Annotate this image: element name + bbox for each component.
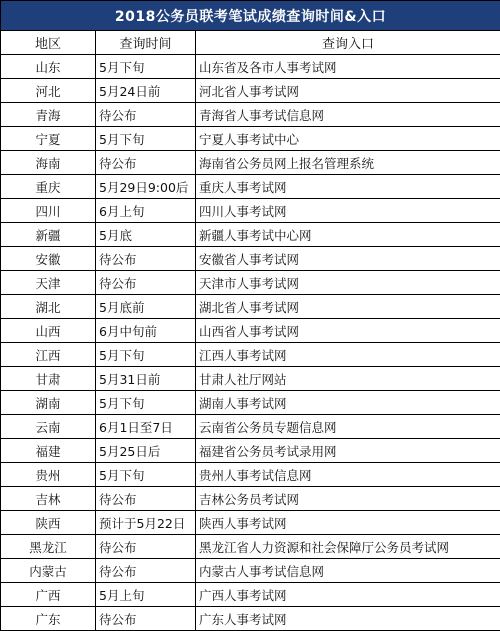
region-cell: 贵州 — [1, 463, 96, 487]
time-cell: 5月31日前 — [96, 367, 196, 391]
table-row — [1, 127, 500, 151]
time-cell: 5月底前 — [96, 295, 196, 319]
table-row — [1, 487, 500, 511]
time-cell: 5月下旬 — [96, 55, 196, 79]
time-cell: 待公布 — [96, 103, 196, 127]
table-row — [1, 367, 500, 391]
region-cell: 甘肃 — [1, 367, 96, 391]
region-cell: 广西 — [1, 583, 96, 607]
entry-cell: 海南省公务员网上报名管理系统 — [196, 151, 500, 175]
entry-cell: 安徽省人事考试网 — [196, 247, 500, 271]
table-row — [1, 151, 500, 175]
time-cell: 5月下旬 — [96, 127, 196, 151]
time-cell: 5月下旬 — [96, 343, 196, 367]
table-row — [1, 343, 500, 367]
entry-cell: 福建省公务员考试录用网 — [196, 439, 500, 463]
region-cell: 云南 — [1, 415, 96, 439]
time-cell: 6月上旬 — [96, 199, 196, 223]
entry-cell: 广西人事考试网 — [196, 583, 500, 607]
header-entry: 查询入口 — [196, 31, 500, 55]
entry-cell: 云南省公务员专题信息网 — [196, 415, 500, 439]
region-cell: 陕西 — [1, 511, 96, 535]
time-cell: 5月下旬 — [96, 463, 196, 487]
entry-cell: 甘肃人社厅网站 — [196, 367, 500, 391]
entry-cell: 贵州人事考试信息网 — [196, 463, 500, 487]
time-cell: 6月中旬前 — [96, 319, 196, 343]
table-row — [1, 79, 500, 103]
entry-cell: 江西人事考试网 — [196, 343, 500, 367]
time-cell: 5月底 — [96, 223, 196, 247]
time-cell: 待公布 — [96, 607, 196, 631]
region-cell: 广东 — [1, 607, 96, 631]
entry-cell: 重庆人事考试网 — [196, 175, 500, 199]
entry-cell: 天津市人事考试网 — [196, 271, 500, 295]
table-row — [1, 223, 500, 247]
table-row — [1, 103, 500, 127]
time-cell: 5月29日9:00后 — [96, 175, 196, 199]
table-row — [1, 511, 500, 535]
region-cell: 黑龙江 — [1, 535, 96, 559]
region-cell: 吉林 — [1, 487, 96, 511]
region-cell: 湖北 — [1, 295, 96, 319]
region-cell: 四川 — [1, 199, 96, 223]
table-row — [1, 271, 500, 295]
entry-cell: 湖北省人事考试网 — [196, 295, 500, 319]
table-body — [1, 55, 500, 631]
time-cell: 待公布 — [96, 559, 196, 583]
header-row — [1, 31, 500, 55]
region-cell: 重庆 — [1, 175, 96, 199]
title-row — [1, 1, 500, 31]
table-row — [1, 607, 500, 631]
header-region: 地区 — [1, 31, 96, 55]
time-cell: 5月25日后 — [96, 439, 196, 463]
region-cell: 山东 — [1, 55, 96, 79]
entry-cell: 河北省人事考试网 — [196, 79, 500, 103]
region-cell: 河北 — [1, 79, 96, 103]
entry-cell: 黑龙江省人力资源和社会保障厅公务员考试网 — [196, 535, 500, 559]
table-row — [1, 463, 500, 487]
entry-cell: 山东省及各市人事考试网 — [196, 55, 500, 79]
table-row — [1, 583, 500, 607]
time-cell: 5月上旬 — [96, 583, 196, 607]
header-time: 查询时间 — [96, 31, 196, 55]
time-cell: 待公布 — [96, 271, 196, 295]
region-cell: 山西 — [1, 319, 96, 343]
entry-cell: 宁夏人事考试中心 — [196, 127, 500, 151]
table-row — [1, 535, 500, 559]
table-row — [1, 391, 500, 415]
table-row — [1, 439, 500, 463]
region-cell: 新疆 — [1, 223, 96, 247]
time-cell: 6月1日至7日 — [96, 415, 196, 439]
entry-cell: 青海省人事考试信息网 — [196, 103, 500, 127]
entry-cell: 吉林公务员考试网 — [196, 487, 500, 511]
region-cell: 湖南 — [1, 391, 96, 415]
time-cell: 预计于5月22日 — [96, 511, 196, 535]
region-cell: 内蒙古 — [1, 559, 96, 583]
time-cell: 待公布 — [96, 151, 196, 175]
entry-cell: 山西省人事考试网 — [196, 319, 500, 343]
entry-cell: 湖南人事考试网 — [196, 391, 500, 415]
time-cell: 5月24日前 — [96, 79, 196, 103]
table-row — [1, 295, 500, 319]
table-row — [1, 415, 500, 439]
region-cell: 宁夏 — [1, 127, 96, 151]
table-row — [1, 199, 500, 223]
region-cell: 天津 — [1, 271, 96, 295]
entry-cell: 内蒙古人事考试信息网 — [196, 559, 500, 583]
table-row — [1, 55, 500, 79]
time-cell: 待公布 — [96, 487, 196, 511]
entry-cell: 广东人事考试网 — [196, 607, 500, 631]
table-row — [1, 175, 500, 199]
table-row — [1, 319, 500, 343]
table-row — [1, 559, 500, 583]
table-title: 2018公务员联考笔试成绩查询时间&入口 — [1, 1, 500, 31]
region-cell: 安徽 — [1, 247, 96, 271]
entry-cell: 四川人事考试网 — [196, 199, 500, 223]
time-cell: 待公布 — [96, 535, 196, 559]
entry-cell: 陕西人事考试网 — [196, 511, 500, 535]
region-cell: 江西 — [1, 343, 96, 367]
region-cell: 福建 — [1, 439, 96, 463]
entry-cell: 新疆人事考试中心网 — [196, 223, 500, 247]
table-row — [1, 247, 500, 271]
region-cell: 青海 — [1, 103, 96, 127]
time-cell: 待公布 — [96, 247, 196, 271]
time-cell: 5月下旬 — [96, 391, 196, 415]
region-cell: 海南 — [1, 151, 96, 175]
